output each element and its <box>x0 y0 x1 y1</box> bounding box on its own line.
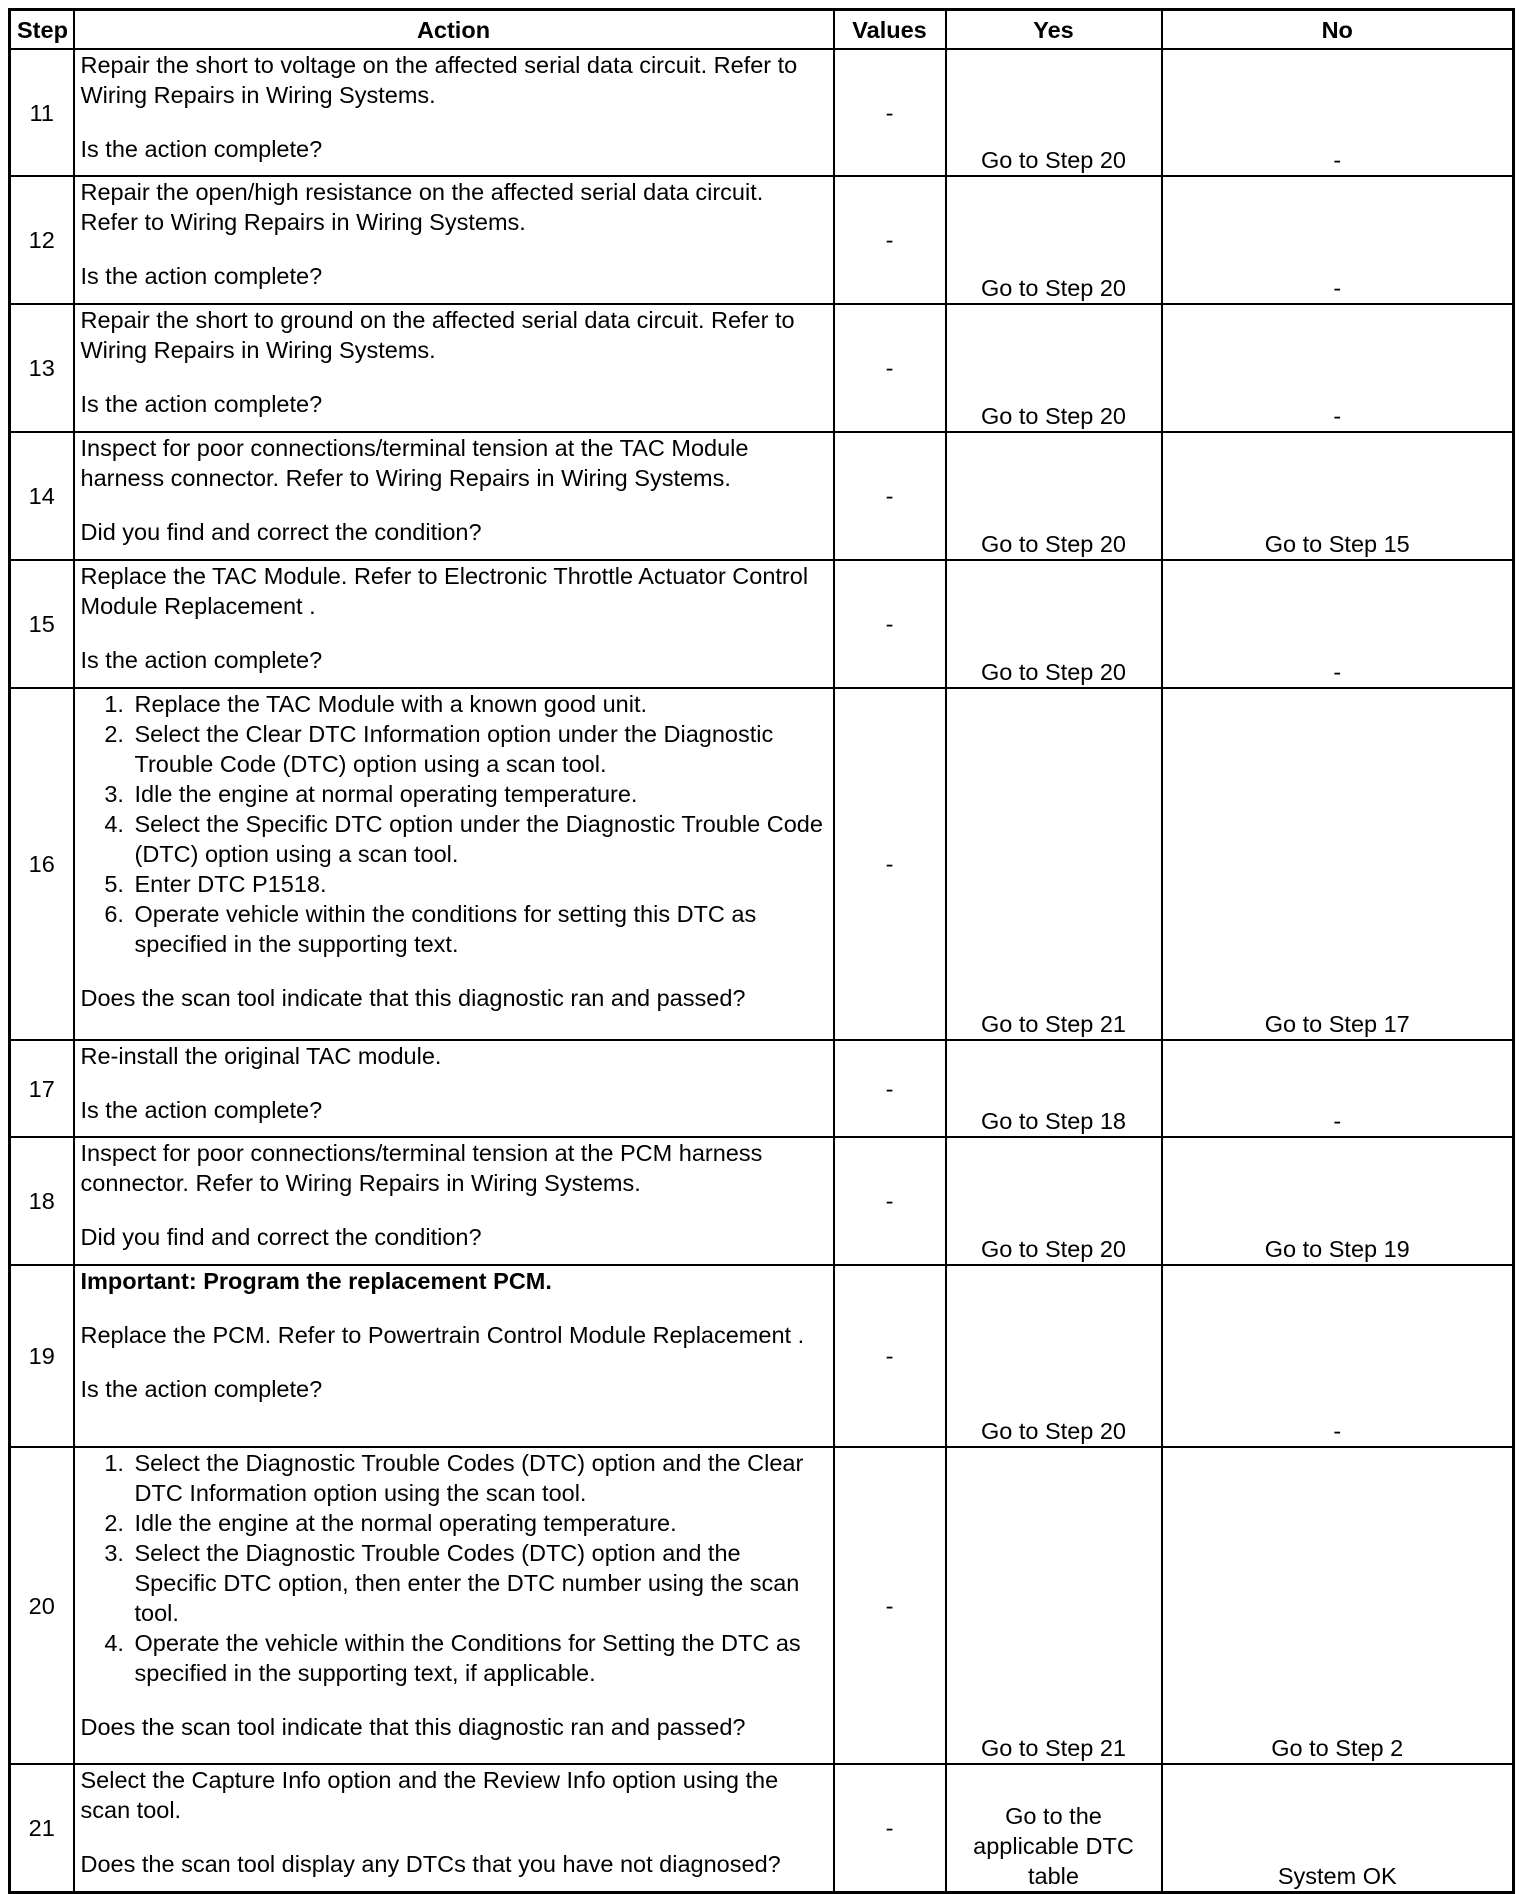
procedure-list <box>81 689 827 959</box>
values-cell: - <box>834 1137 946 1265</box>
header-no: No <box>1162 10 1514 50</box>
procedure-step: 2. Select the Clear DTC Information option under the Diagnostic Trouble Code (DTC) option using a scan tool. <box>131 719 827 779</box>
no-cell: Go to Step 17 <box>1162 688 1514 1040</box>
action-cell <box>74 560 834 688</box>
table-row <box>10 432 1514 560</box>
action-cell <box>74 688 834 1040</box>
yes-cell: Go to Step 20 <box>946 304 1162 432</box>
action-cell <box>74 1040 834 1137</box>
values-cell: - <box>834 1447 946 1764</box>
step-number: 18 <box>10 1137 74 1265</box>
header-row <box>10 10 1514 50</box>
yes-cell: Go to the applicable DTC table <box>946 1764 1162 1892</box>
action-cell <box>74 1764 834 1892</box>
yes-cell: Go to Step 20 <box>946 432 1162 560</box>
action-question: Did you find and correct the condition? <box>80 519 482 545</box>
action-text: Repair the short to voltage on the affected serial data circuit. Refer to Wiring Repairs in Wiring Systems. <box>80 52 798 108</box>
step-number: 15 <box>10 560 74 688</box>
no-cell: - <box>1162 49 1514 176</box>
no-cell: Go to Step 15 <box>1162 432 1514 560</box>
action-text: Replace the PCM. Refer to Powertrain Control Module Replacement . <box>80 1322 805 1348</box>
action-cell <box>74 1265 834 1447</box>
action-question: Did you find and correct the condition? <box>80 1224 482 1250</box>
step-number: 13 <box>10 304 74 432</box>
table-row <box>10 1137 1514 1265</box>
step-number: 20 <box>10 1447 74 1764</box>
table-row <box>10 1447 1514 1764</box>
values-cell: - <box>834 560 946 688</box>
action-question: Is the action complete? <box>80 263 323 289</box>
table-row <box>10 176 1514 304</box>
table-row <box>10 560 1514 688</box>
action-cell <box>74 1447 834 1764</box>
no-cell: Go to Step 2 <box>1162 1447 1514 1764</box>
step-number: 17 <box>10 1040 74 1137</box>
no-cell: - <box>1162 1265 1514 1447</box>
table-row <box>10 1265 1514 1447</box>
procedure-step: 4. Select the Specific DTC option under the Diagnostic Trouble Code (DTC) option using a scan tool. <box>131 809 827 869</box>
table-row <box>10 49 1514 176</box>
procedure-step: 1. Replace the TAC Module with a known good unit. <box>131 689 827 719</box>
no-cell: System OK <box>1162 1764 1514 1892</box>
action-cell <box>74 1137 834 1265</box>
header-step: Step <box>10 10 74 50</box>
action-cell <box>74 49 834 176</box>
header-yes: Yes <box>946 10 1162 50</box>
no-cell: - <box>1162 560 1514 688</box>
header-action: Action <box>74 10 834 50</box>
step-number: 19 <box>10 1265 74 1447</box>
procedure-step: 3. Select the Diagnostic Trouble Codes (DTC) option and the Specific DTC option, then enter the DTC number using the scan tool. <box>131 1538 827 1628</box>
action-text: Re-install the original TAC module. <box>80 1043 442 1069</box>
table-row <box>10 1764 1514 1892</box>
action-question: Is the action complete? <box>80 1376 323 1402</box>
values-cell: - <box>834 1764 946 1892</box>
important-note: Important: Program the replacement PCM. <box>80 1268 552 1294</box>
diagnostic-table <box>8 8 1515 1894</box>
no-cell: - <box>1162 304 1514 432</box>
action-question: Is the action complete? <box>80 391 323 417</box>
step-number: 14 <box>10 432 74 560</box>
table-row <box>10 688 1514 1040</box>
step-number: 16 <box>10 688 74 1040</box>
yes-cell: Go to Step 21 <box>946 688 1162 1040</box>
procedure-list <box>81 1448 827 1688</box>
procedure-step: 6. Operate vehicle within the conditions for setting this DTC as specified in the supporting text. <box>131 899 827 959</box>
action-question: Is the action complete? <box>80 136 323 162</box>
no-cell: Go to Step 19 <box>1162 1137 1514 1265</box>
yes-cell: Go to Step 20 <box>946 560 1162 688</box>
values-cell: - <box>834 432 946 560</box>
procedure-step: 1. Select the Diagnostic Trouble Codes (DTC) option and the Clear DTC Information option using the scan tool. <box>131 1448 827 1508</box>
action-text: Inspect for poor connections/terminal tension at the TAC Module harness connector. Refer to Wiring Repairs in Wiring Systems. <box>80 435 749 491</box>
yes-cell: Go to Step 18 <box>946 1040 1162 1137</box>
values-cell: - <box>834 304 946 432</box>
no-cell: - <box>1162 176 1514 304</box>
action-text: Repair the short to ground on the affected serial data circuit. Refer to Wiring Repairs in Wiring Systems. <box>80 307 795 363</box>
values-cell: - <box>834 1040 946 1137</box>
procedure-step: 2. Idle the engine at the normal operating temperature. <box>131 1508 827 1538</box>
action-cell <box>74 176 834 304</box>
yes-cell: Go to Step 20 <box>946 1137 1162 1265</box>
no-cell: - <box>1162 1040 1514 1137</box>
table-row <box>10 1040 1514 1137</box>
header-values: Values <box>834 10 946 50</box>
values-cell: - <box>834 176 946 304</box>
action-question: Does the scan tool indicate that this diagnostic ran and passed? <box>80 985 746 1011</box>
action-cell <box>74 432 834 560</box>
yes-cell: Go to Step 20 <box>946 176 1162 304</box>
action-text: Select the Capture Info option and the Review Info option using the scan tool. <box>80 1767 779 1823</box>
table-row <box>10 304 1514 432</box>
values-cell: - <box>834 688 946 1040</box>
action-question: Is the action complete? <box>80 647 323 673</box>
action-question: Does the scan tool display any DTCs that you have not diagnosed? <box>80 1851 781 1877</box>
procedure-step: 5. Enter DTC P1518. <box>131 869 827 899</box>
step-number: 21 <box>10 1764 74 1892</box>
action-question: Is the action complete? <box>80 1097 323 1123</box>
action-question: Does the scan tool indicate that this diagnostic ran and passed? <box>80 1714 746 1740</box>
action-text: Inspect for poor connections/terminal tension at the PCM harness connector. Refer to Wiring Repairs in Wiring Systems. <box>80 1140 763 1196</box>
step-number: 12 <box>10 176 74 304</box>
yes-cell: Go to Step 20 <box>946 49 1162 176</box>
procedure-step: 4. Operate the vehicle within the Conditions for Setting the DTC as specified in the supporting text, if applicable. <box>131 1628 827 1688</box>
action-text: Repair the open/high resistance on the affected serial data circuit. Refer to Wiring Repairs in Wiring Systems. <box>80 179 764 235</box>
action-text: Replace the TAC Module. Refer to Electronic Throttle Actuator Control Module Replacement . <box>80 563 809 619</box>
yes-cell: Go to Step 20 <box>946 1265 1162 1447</box>
values-cell: - <box>834 49 946 176</box>
yes-cell: Go to Step 21 <box>946 1447 1162 1764</box>
values-cell: - <box>834 1265 946 1447</box>
step-number: 11 <box>10 49 74 176</box>
action-cell <box>74 304 834 432</box>
procedure-step: 3. Idle the engine at normal operating temperature. <box>131 779 827 809</box>
